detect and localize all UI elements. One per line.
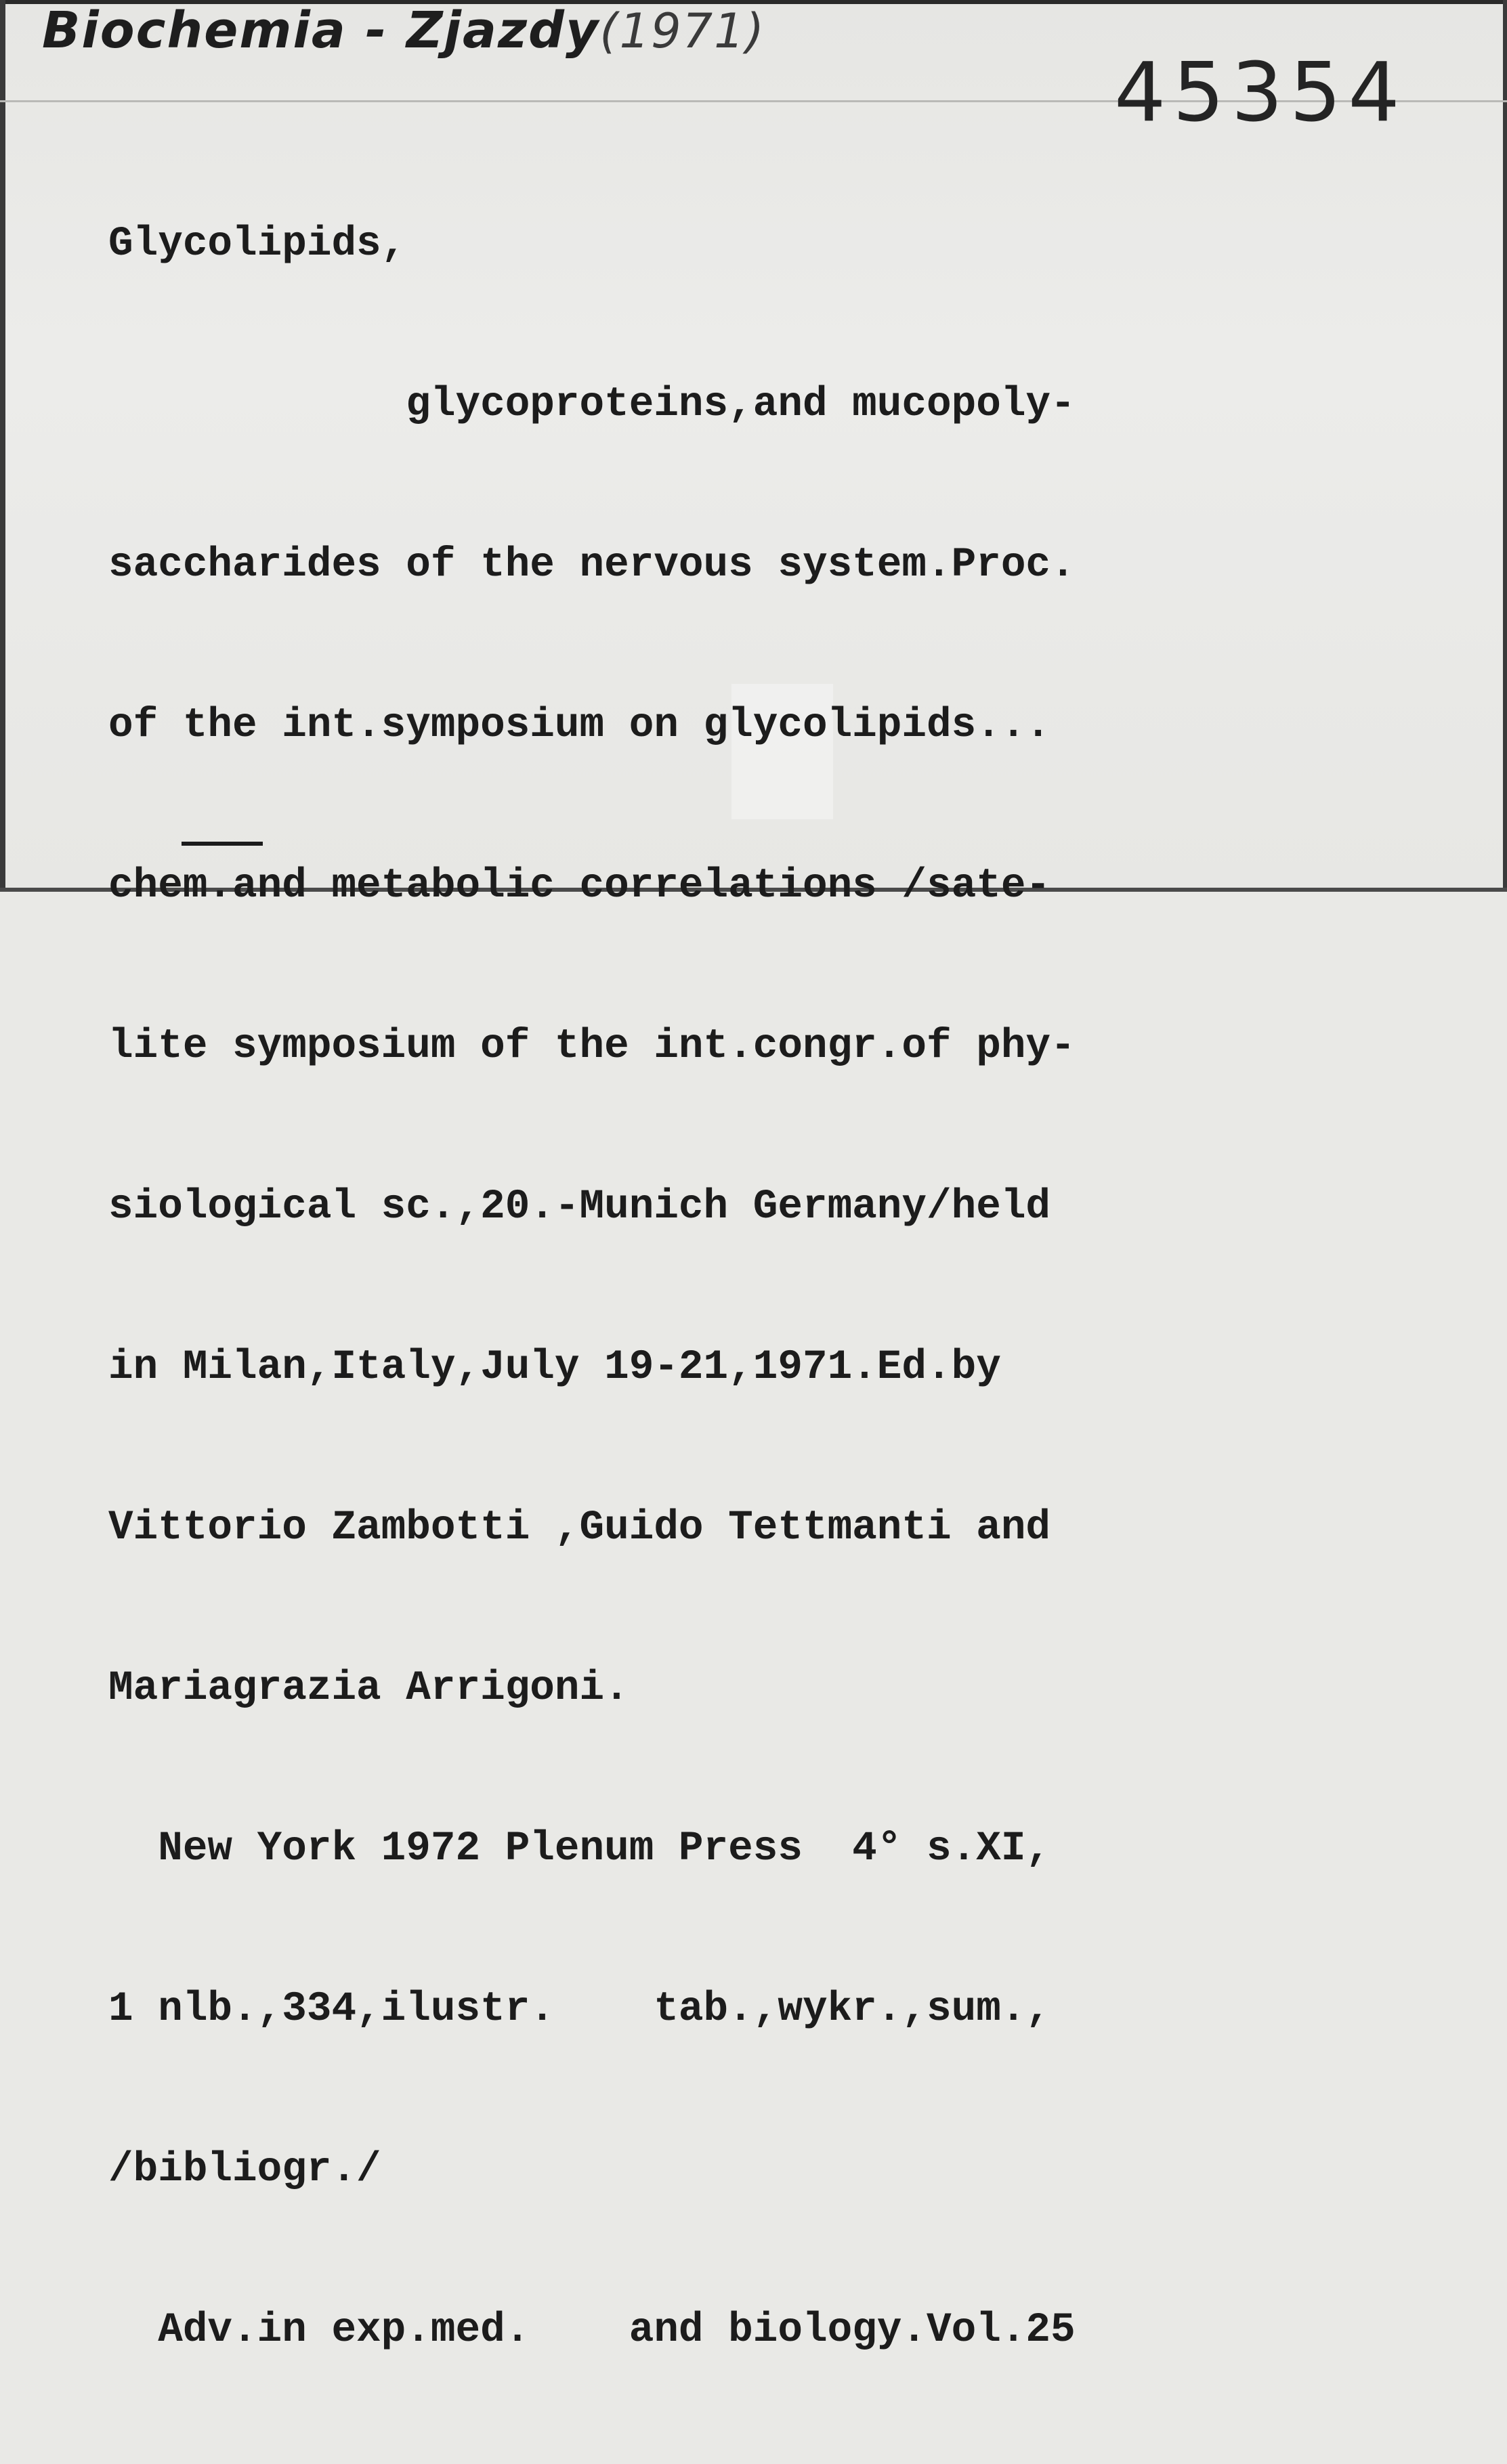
entry-line-8: in Milan,Italy,July 19-21,1971.Ed.by xyxy=(108,1344,1001,1391)
catalog-number: 45354 xyxy=(1114,46,1407,140)
entry-line-7: siological sc.,20.-Munich Germany/held xyxy=(108,1184,1051,1230)
subject-heading xyxy=(42,1,765,60)
entry-line-5: chem.and metabolic correlations /sate- xyxy=(108,863,1051,909)
card-edge-right xyxy=(1503,0,1507,892)
entry-line-13: /bibliogr./ xyxy=(108,2146,381,2193)
entry-line-14: Adv.in exp.med. and biology.Vol.25 xyxy=(108,2307,1076,2354)
entry-line-6: lite symposium of the int.congr.of phy- xyxy=(108,1023,1076,1070)
series-underline xyxy=(182,842,263,846)
entry-line-3: saccharides of the nervous system.Proc. xyxy=(108,542,1076,588)
entry-line-11: New York 1972 Plenum Press 4° s.XI, xyxy=(108,1825,1051,1872)
entry-line-2: glycoproteins,and mucopoly- xyxy=(108,381,1076,428)
entry-line-1: Glycolipids, xyxy=(108,221,406,267)
subject-heading-year: (1971) xyxy=(599,3,765,59)
card-edge-left xyxy=(0,0,5,892)
entry-line-4: of the int.symposium on glycolipids... xyxy=(108,702,1051,749)
entry-line-12: 1 nlb.,334,ilustr. tab.,wykr.,sum., xyxy=(108,1986,1051,2033)
entry-line-10: Mariagrazia Arrigoni. xyxy=(108,1665,629,1712)
bibliographic-entry xyxy=(108,110,1076,2464)
entry-line-9: Vittorio Zambotti ,Guido Tettmanti and xyxy=(108,1505,1051,1551)
subject-heading-text: Biochemia - Zjazdy xyxy=(42,1,600,60)
